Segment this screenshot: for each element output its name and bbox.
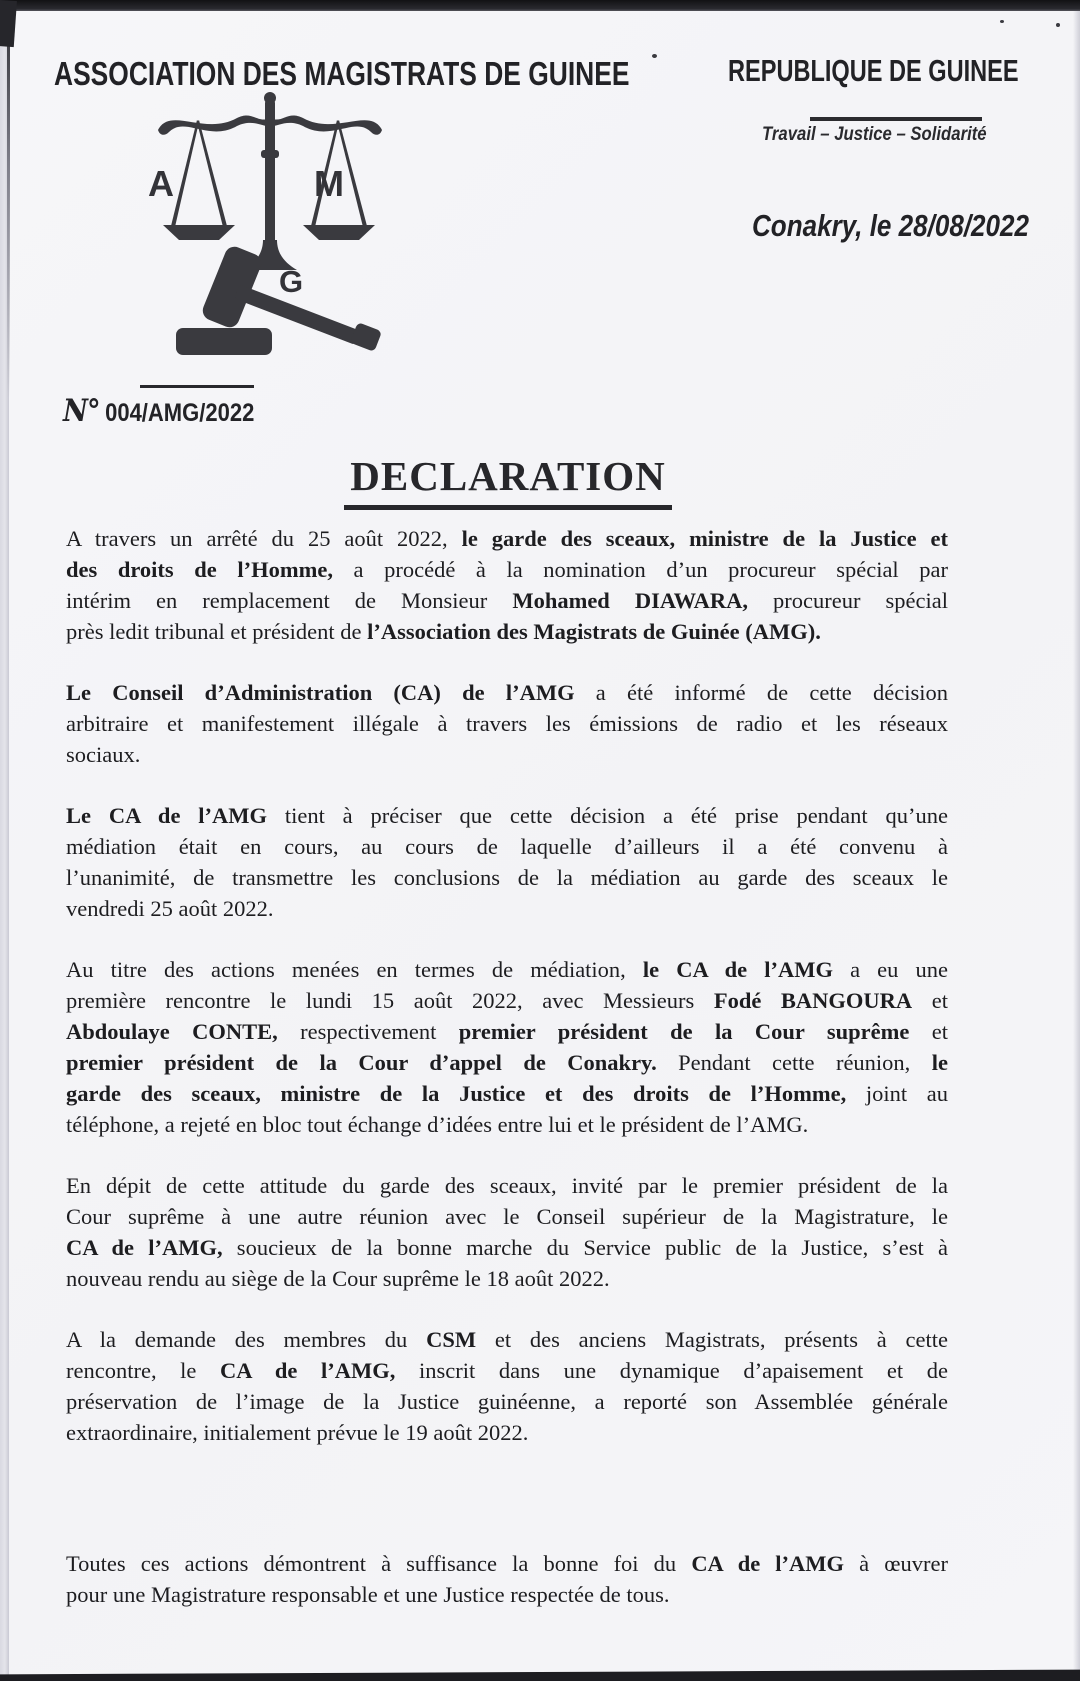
national-motto: Travail – Justice – Solidarité <box>762 124 987 145</box>
logo-letter-m: M <box>314 163 344 204</box>
text-run: extraordinaire, initialement prévue le 19 août 2022. <box>66 1420 529 1445</box>
text-line <box>66 1078 948 1109</box>
scales-gavel-icon <box>125 88 385 368</box>
text-line <box>66 985 948 1016</box>
reference-overline <box>140 385 254 388</box>
paragraph <box>66 677 948 770</box>
bold-text-run: le garde des sceaux, ministre de la Justice et <box>461 526 948 551</box>
text-run: et <box>909 1019 948 1044</box>
text-run: respectivement <box>277 1019 459 1044</box>
text-run: à œuvrer <box>844 1551 948 1576</box>
bold-text-run: premier président de la Cour d’appel de Conakry. <box>66 1050 657 1075</box>
text-line <box>66 523 948 554</box>
text-line <box>66 1109 948 1140</box>
text-run: a procédé à la nomination d’un procureur spécial par <box>332 557 948 582</box>
text-run: téléphone, a rejeté en bloc tout échange d’idées entre lui et le président de l’AMG. <box>66 1112 809 1137</box>
text-line <box>66 954 948 985</box>
organization-title: ASSOCIATION DES MAGISTRATS DE GUINEE <box>54 55 630 92</box>
scan-top-edge <box>0 0 1080 11</box>
header-divider-line <box>810 117 982 121</box>
text-run: l’unanimité, de transmettre les conclusions de la médiation au garde des sceaux le <box>66 865 948 890</box>
scan-corner-mark <box>0 0 17 47</box>
text-line <box>66 800 948 831</box>
text-line <box>66 1417 948 1448</box>
paragraph <box>66 800 948 924</box>
text-run: inscrit dans une dynamique d’apaisement et de <box>395 1358 948 1383</box>
text-run: a eu une <box>832 957 948 982</box>
bold-text-run: Fodé BANGOURA <box>713 988 913 1013</box>
text-run: nouveau rendu au siège de la Cour suprême le 18 août 2022. <box>66 1266 610 1291</box>
text-run: et <box>912 988 948 1013</box>
text-run: préservation de l’image de la Justice guinéenne, a reporté son Assemblée générale <box>66 1389 948 1414</box>
text-line <box>66 1263 948 1294</box>
text-run: rencontre, le <box>66 1358 221 1383</box>
paragraph <box>66 954 948 1140</box>
logo-letter-a: A <box>148 163 174 204</box>
text-line <box>66 1548 948 1579</box>
scales-of-justice-logo <box>125 88 385 368</box>
text-run: A la demande des membres du <box>66 1327 427 1352</box>
text-line <box>66 1324 948 1355</box>
text-run: procureur spécial <box>748 588 948 613</box>
bold-text-run: CSM <box>426 1327 477 1352</box>
bold-text-run: CA de l’AMG, <box>220 1358 396 1383</box>
numero-symbol: N° <box>63 393 100 429</box>
logo-letter-g: G <box>279 264 304 299</box>
text-line <box>66 677 948 708</box>
bold-text-run: Le CA de l’AMG <box>66 803 267 828</box>
text-line <box>66 1016 948 1047</box>
text-line <box>66 616 948 647</box>
text-run: intérim en remplacement de Monsieur <box>66 588 513 613</box>
bold-text-run: Mohamed DIAWARA, <box>512 588 748 613</box>
bold-text-run: premier président de la Cour suprême <box>458 1019 910 1044</box>
reference-number-value: 004/AMG/2022 <box>105 399 255 427</box>
text-run: près ledit tribunal et président de <box>66 619 368 644</box>
text-run: joint au <box>846 1081 949 1106</box>
title-container <box>66 452 950 510</box>
text-run: tient à préciser que cette décision a été prise pendant qu’une <box>267 803 948 828</box>
text-line <box>66 585 948 616</box>
bold-text-run: CA de l’AMG <box>691 1551 845 1576</box>
bold-text-run: garde des sceaux, ministre de la Justice et des droits de l’Homme, <box>66 1081 847 1106</box>
text-run: vendredi 25 août 2022. <box>66 896 274 921</box>
text-line <box>66 739 948 770</box>
republic-title: REPUBLIQUE DE GUINEE <box>728 53 1019 88</box>
scan-bottom-edge <box>0 1670 1080 1681</box>
text-line <box>66 831 948 862</box>
bold-text-run: des droits de l’Homme, <box>66 557 333 582</box>
document-title: DECLARATION <box>344 452 672 510</box>
text-line <box>66 708 948 739</box>
text-run: Pendant cette réunion, <box>656 1050 932 1075</box>
text-line <box>66 554 948 585</box>
text-run: soucieux de la bonne marche du Service public de la Justice, s’est à <box>222 1235 948 1260</box>
text-run: En dépit de cette attitude du garde des sceaux, invité par le premier président de la <box>66 1173 948 1198</box>
bold-text-run: Le Conseil d’Administration (CA) de l’AMG <box>66 680 575 705</box>
scan-speck <box>1056 23 1060 27</box>
text-line <box>66 1355 948 1386</box>
document-body <box>66 523 948 1640</box>
paragraph <box>66 1324 948 1448</box>
bold-text-run: le CA de l’AMG <box>642 957 833 982</box>
text-run: médiation était en cours, au cours de laquelle d’ailleurs il a été convenu à <box>66 834 948 859</box>
text-line <box>66 1201 948 1232</box>
bold-text-run: le <box>931 1050 948 1075</box>
text-run: A travers un arrêté du 25 août 2022, <box>66 526 462 551</box>
text-run: et des anciens Magistrats, présents à cette <box>476 1327 948 1352</box>
text-run: Cour suprême à une autre réunion avec le Conseil supérieur de la Magistrature, le <box>66 1204 948 1229</box>
scan-right-edge <box>1073 0 1080 1681</box>
dateline: Conakry, le 28/08/2022 <box>752 208 1029 243</box>
scan-speck <box>1000 20 1004 23</box>
text-run: première rencontre le lundi 15 août 2022, avec Messieurs <box>66 988 714 1013</box>
scan-left-edge-line <box>7 8 10 398</box>
text-line <box>66 1579 948 1610</box>
reference-number <box>63 393 254 429</box>
text-line <box>66 1170 948 1201</box>
text-line <box>66 1047 948 1078</box>
text-run: sociaux. <box>66 742 141 767</box>
text-run: arbitraire et manifestement illégale à travers les émissions de radio et les réseaux <box>66 711 948 736</box>
text-line <box>66 893 948 924</box>
paragraph <box>66 1548 948 1610</box>
bold-text-run: l’Association des Magistrats de Guinée (AMG). <box>367 619 821 644</box>
text-run: Toutes ces actions démontrent à suffisance la bonne foi du <box>66 1551 692 1576</box>
bold-text-run: CA de l’AMG, <box>66 1235 223 1260</box>
bold-text-run: Abdoulaye CONTE, <box>66 1019 278 1044</box>
paragraph <box>66 1170 948 1294</box>
paragraph <box>66 523 948 647</box>
text-run: pour une Magistrature responsable et une Justice respectée de tous. <box>66 1582 670 1607</box>
text-line <box>66 1386 948 1417</box>
text-run: a été informé de cette décision <box>574 680 948 705</box>
scan-speck <box>652 54 657 58</box>
text-run: Au titre des actions menées en termes de médiation, <box>66 957 643 982</box>
text-line <box>66 862 948 893</box>
text-line <box>66 1232 948 1263</box>
